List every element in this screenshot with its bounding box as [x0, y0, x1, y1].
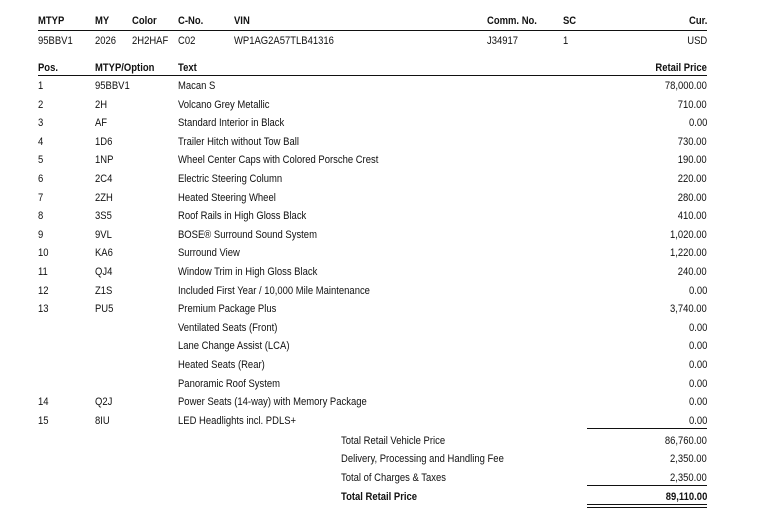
cno-value: C02 [178, 35, 196, 47]
line-text: Heated Steering Wheel [178, 192, 276, 204]
line-pos: 12 [38, 285, 49, 297]
line-price: 0.00 [688, 117, 707, 129]
grand-total-rule-1 [587, 504, 707, 505]
line-price: 0.00 [688, 322, 707, 334]
total-vehicle-price-value: 86,760.00 [664, 435, 707, 447]
currency-value: USD [687, 35, 707, 47]
total-retail-price-value: 89,110.00 [665, 491, 707, 503]
options-header-rule [38, 75, 707, 76]
line-text: Included First Year / 10,000 Mile Maintenance [178, 285, 370, 297]
comm-no-value: J34917 [487, 35, 519, 47]
line-text: Roof Rails in High Gloss Black [178, 210, 307, 222]
line-price: 3,740.00 [670, 303, 707, 315]
line-price: 1,020.00 [670, 229, 707, 241]
line-option-code: 3S5 [95, 210, 112, 222]
vin-value: WP1AG2A57TLB41316 [234, 35, 334, 47]
delivery-fee-value: 2,350.00 [670, 453, 707, 465]
line-price: 0.00 [688, 340, 707, 352]
charges-rule [587, 485, 707, 486]
line-price: 1,220.00 [670, 247, 707, 259]
line-text: Premium Package Plus [178, 303, 277, 315]
line-option-code: PU5 [95, 303, 114, 315]
line-text: Trailer Hitch without Tow Ball [178, 136, 299, 148]
pos-column-header: Pos. [38, 62, 58, 74]
line-price: 280.00 [678, 192, 707, 204]
line-price: 710.00 [678, 99, 707, 111]
line-text: BOSE® Surround Sound System [178, 229, 317, 241]
grand-total-rule-2 [587, 507, 707, 508]
col-cno-header: C-No. [178, 15, 204, 27]
line-option-code: 2H [95, 99, 108, 111]
mtyp-value: 95BBV1 [38, 35, 73, 47]
line-option-code: QJ4 [95, 266, 113, 278]
line-option-code: Q2J [95, 396, 113, 408]
col-color-header: Color [132, 15, 157, 27]
color-value: 2H2HAF [132, 35, 169, 47]
line-pos: 6 [38, 173, 44, 185]
charges-taxes-label: Total of Charges & Taxes [341, 472, 447, 484]
col-cur-header: Cur. [688, 15, 707, 27]
sc-value: 1 [563, 35, 569, 47]
line-price: 0.00 [688, 285, 707, 297]
line-pos: 10 [38, 247, 49, 259]
line-text: Wheel Center Caps with Colored Porsche Crest [178, 154, 379, 166]
line-pos: 2 [38, 99, 44, 111]
charges-taxes-value: 2,350.00 [670, 472, 707, 484]
line-pos: 5 [38, 154, 44, 166]
line-option-code: 1NP [95, 154, 114, 166]
total-vehicle-price-label: Total Retail Vehicle Price [341, 435, 446, 447]
subtotal-rule [587, 428, 707, 429]
line-text: Lane Change Assist (LCA) [178, 340, 290, 352]
line-price: 240.00 [678, 266, 707, 278]
line-pos: 13 [38, 303, 49, 315]
line-option-code: 2ZH [95, 192, 113, 204]
line-text: Window Trim in High Gloss Black [178, 266, 318, 278]
delivery-fee-label: Delivery, Processing and Handling Fee [341, 453, 504, 465]
retail-price-column-header: Retail Price [655, 62, 707, 74]
col-comm-header: Comm. No. [487, 15, 537, 27]
line-pos: 1 [38, 80, 44, 92]
line-pos: 15 [38, 415, 49, 427]
line-text: Heated Seats (Rear) [178, 359, 265, 371]
line-pos: 4 [38, 136, 44, 148]
col-vin-header: VIN [234, 15, 250, 27]
line-price: 730.00 [678, 136, 707, 148]
line-pos: 7 [38, 192, 44, 204]
line-pos: 8 [38, 210, 44, 222]
line-text: Volcano Grey Metallic [178, 99, 270, 111]
line-option-code: Z1S [95, 285, 113, 297]
line-price: 0.00 [688, 415, 707, 427]
line-text: Macan S [178, 80, 216, 92]
line-option-code: 2C4 [95, 173, 113, 185]
line-text: Standard Interior in Black [178, 117, 285, 129]
line-text: Panoramic Roof System [178, 378, 281, 390]
vehicle-header-rule [38, 30, 707, 31]
line-text: LED Headlights incl. PDLS+ [178, 415, 297, 427]
line-text: Ventilated Seats (Front) [178, 322, 278, 334]
line-price: 220.00 [678, 173, 707, 185]
line-pos: 9 [38, 229, 44, 241]
text-column-header: Text [178, 62, 197, 74]
col-sc-header: SC [563, 15, 577, 27]
line-price: 190.00 [678, 154, 707, 166]
line-option-code: 95BBV1 [95, 80, 130, 92]
line-pos: 14 [38, 396, 49, 408]
line-option-code: KA6 [95, 247, 113, 259]
line-price: 78,000.00 [664, 80, 707, 92]
line-pos: 3 [38, 117, 44, 129]
col-mtyp-header: MTYP [38, 15, 65, 27]
option-code-column-header: MTYP/Option [95, 62, 155, 74]
line-text: Power Seats (14-way) with Memory Package [178, 396, 367, 408]
total-retail-price-label: Total Retail Price [341, 491, 418, 503]
line-option-code: 8IU [95, 415, 110, 427]
model-year-value: 2026 [95, 35, 117, 47]
line-text: Electric Steering Column [178, 173, 283, 185]
line-text: Surround View [178, 247, 240, 259]
line-price: 410.00 [678, 210, 707, 222]
col-my-header: MY [95, 15, 110, 27]
line-option-code: 9VL [95, 229, 112, 241]
line-price: 0.00 [688, 378, 707, 390]
line-pos: 11 [38, 266, 48, 278]
line-price: 0.00 [688, 359, 707, 371]
line-price: 0.00 [688, 396, 707, 408]
line-option-code: AF [95, 117, 108, 129]
line-option-code: 1D6 [95, 136, 113, 148]
